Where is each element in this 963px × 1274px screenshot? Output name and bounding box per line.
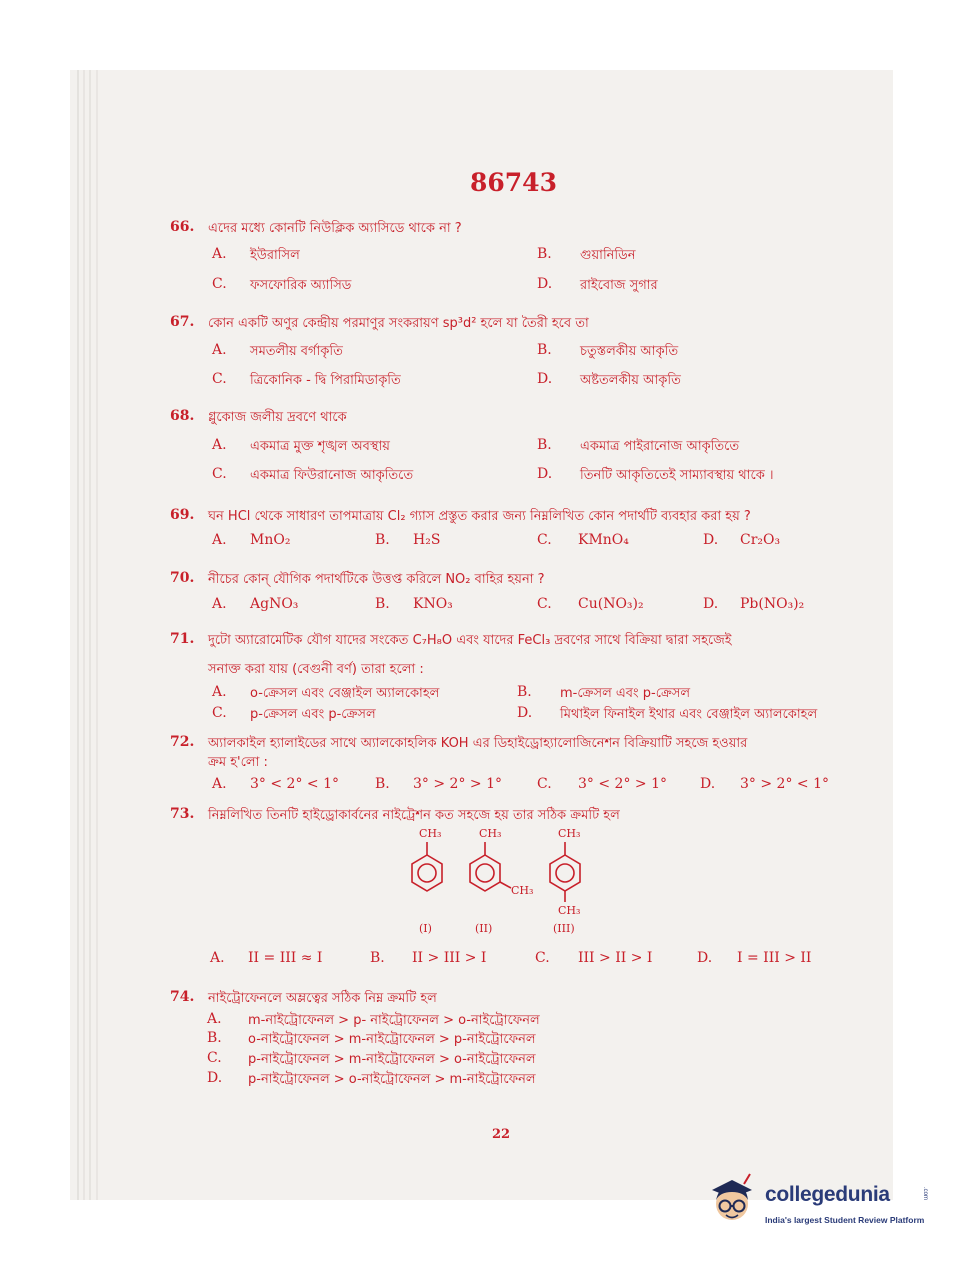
mascot-icon [712, 1174, 752, 1220]
logo-wordmark: collegedunia [765, 1183, 890, 1206]
option-text: রাইবোজ সুগার [580, 278, 658, 293]
option-text: o-নাইট্রোফেনল > m-নাইট্রোফেনল > p-নাইট্রোফেনল [248, 1032, 536, 1047]
question-number: 71. [170, 631, 195, 647]
option-text: KMnO₄ [578, 532, 629, 548]
option-label: D. [697, 950, 713, 966]
option-text: 3° < 2° > 1° [578, 776, 667, 792]
option-label: A. [212, 437, 227, 453]
option-text: সমতলীয় বর্গাকৃতি [250, 344, 343, 359]
benzene-ring-2 [470, 855, 500, 891]
option-label: C. [212, 466, 227, 482]
question-number: 74. [170, 989, 195, 1005]
question-text-continued: ক্রম হ'লো : [208, 755, 268, 770]
option-label: A. [212, 532, 227, 548]
option-text: তিনটি আকৃতিতেই সাম্যাবস্থায় থাকে । [580, 468, 774, 483]
aromatic-circle-3 [556, 864, 574, 882]
option-label: D. [537, 276, 553, 292]
aromatic-circle-2 [476, 864, 494, 882]
option-text: Cr₂O₃ [740, 532, 781, 548]
option-label: A. [212, 596, 227, 612]
option-label: C. [212, 276, 227, 292]
option-label: D. [537, 466, 553, 482]
option-text: m-নাইট্রোফেনল > p- নাইট্রোফেনল > o-নাইট্রোফেনল [248, 1013, 540, 1028]
option-label: D. [517, 705, 533, 721]
question-number: 67. [170, 314, 195, 330]
option-text: গুয়ানিডিন [580, 248, 636, 263]
question-text: গ্লুকোজ জলীয় দ্রবণে থাকে [208, 410, 347, 425]
option-label: C. [535, 950, 550, 966]
option-text: m-ক্রেসল এবং p-ক্রেসল [560, 686, 691, 701]
question-number: 66. [170, 219, 195, 235]
question-number: 73. [170, 806, 195, 822]
option-text: চতুস্তলকীয় আকৃতি [580, 344, 679, 359]
option-label: D. [207, 1070, 223, 1086]
paper-code: 86743 [470, 168, 557, 197]
option-text: একমাত্র ফিউরানোজ আকৃতিতে [250, 468, 414, 483]
option-label: B. [375, 596, 390, 612]
option-text: Cu(NO₃)₂ [578, 596, 644, 612]
question-text: অ্যালকাইল হ্যালাইডের সাথে অ্যালকোহলিক KOH এর ডিহাইড্রোহ্যালোজিনেশন বিক্রিয়াটি সহজে হওয়ার [208, 736, 748, 751]
option-text: 3° > 2° < 1° [740, 776, 829, 792]
option-label: D. [703, 532, 719, 548]
option-text: III > II > I [578, 950, 653, 966]
question-text-continued: সনাক্ত করা যায় (বেগুনী বর্ণ) তারা হলো : [208, 662, 424, 677]
question-number: 69. [170, 507, 195, 523]
question-number: 70. [170, 570, 195, 586]
option-text: ফসফোরিক অ্যাসিড [250, 278, 352, 293]
question-text: নীচের কোন্ যৌগিক পদার্থটিকে উত্তপ্ত করিলে NO₂ বাহির হয়না ? [208, 572, 545, 587]
option-label: C. [212, 705, 227, 721]
option-text: KNO₃ [413, 596, 453, 612]
structure-label-2: (II) [475, 922, 493, 935]
option-text: AgNO₃ [250, 596, 299, 612]
question-number: 68. [170, 408, 195, 424]
binding-lines [70, 70, 110, 1200]
structure-label-1: (I) [419, 922, 432, 935]
option-text: II = III ≈ I [248, 950, 323, 966]
option-text: I = III > II [737, 950, 812, 966]
methyl-label: CH₃ [511, 884, 534, 897]
option-label: A. [212, 776, 227, 792]
option-label: B. [537, 437, 552, 453]
option-text: মিথাইল ফিনাইল ইথার এবং বেঞ্জাইল অ্যালকোহল [560, 707, 818, 722]
option-label: C. [537, 776, 552, 792]
option-text: H₂S [413, 532, 441, 548]
option-label: A. [212, 246, 227, 262]
option-label: C. [537, 532, 552, 548]
option-text: একমাত্র পাইরানোজ আকৃতিতে [580, 439, 740, 454]
option-label: A. [212, 684, 227, 700]
methyl-label: CH₃ [479, 827, 502, 840]
option-text: II > III > I [412, 950, 487, 966]
option-text: 3° > 2° > 1° [413, 776, 502, 792]
option-text: অষ্টতলকীয় আকৃতি [580, 373, 681, 388]
methyl-label: CH₃ [558, 904, 581, 917]
toluene-xylene-structures [395, 822, 605, 940]
logo-tagline: India's largest Student Review Platform [765, 1215, 925, 1225]
option-label: A. [207, 1011, 222, 1027]
option-label: B. [537, 342, 552, 358]
option-label: B. [370, 950, 385, 966]
option-label: C. [207, 1050, 222, 1066]
question-text: নিম্নলিখিত তিনটি হাইড্রোকার্বনের নাইট্রেশন কত সহজে হয় তার সঠিক ক্রমটি হল [208, 808, 620, 823]
option-text: Pb(NO₃)₂ [740, 596, 805, 612]
option-text: o-ক্রেসল এবং বেঞ্জাইল অ্যালকোহল [250, 686, 440, 701]
option-label: D. [700, 776, 716, 792]
option-text: 3° < 2° < 1° [250, 776, 339, 792]
option-label: B. [375, 532, 390, 548]
option-label: A. [212, 342, 227, 358]
option-label: B. [517, 684, 532, 700]
page-number: 22 [492, 1127, 511, 1142]
question-text: এদের মধ্যে কোনটি নিউক্লিক অ্যাসিডে থাকে না ? [208, 221, 462, 236]
option-label: A. [210, 950, 225, 966]
option-text: p-ক্রেসল এবং p-ক্রেসল [250, 707, 376, 722]
option-text: p-নাইট্রোফেনল > o-নাইট্রোফেনল > m-নাইট্রোফেনল [248, 1072, 536, 1087]
question-text: দুটো অ্যারোমেটিক যৌগ যাদের সংকেত C₇H₈O এবং যাদের FeCl₃ দ্রবণের সাথে বিক্রিয়া দ্বারা সহজেই [208, 633, 732, 648]
methyl-label: CH₃ [558, 827, 581, 840]
benzene-ring-3 [550, 855, 580, 891]
option-label: D. [703, 596, 719, 612]
benzene-ring-1 [412, 855, 442, 891]
option-label: B. [375, 776, 390, 792]
option-label: C. [537, 596, 552, 612]
logo-domain-suffix: .com [922, 1187, 928, 1201]
option-text: p-নাইট্রোফেনল > m-নাইট্রোফেনল > o-নাইট্রোফেনল [248, 1052, 536, 1067]
aromatic-circle-1 [418, 864, 436, 882]
question-text: নাইট্রোফেনলে অম্লত্বের সঠিক নিম্ন ক্রমটি হল [208, 991, 437, 1006]
option-text: ইউরাসিল [250, 248, 300, 263]
option-label: B. [537, 246, 552, 262]
structure-label-3: (III) [553, 922, 575, 935]
option-label: C. [212, 371, 227, 387]
option-text: MnO₂ [250, 532, 291, 548]
question-number: 72. [170, 734, 195, 750]
option-text: ত্রিকোনিক - দ্বি পিরামিডাকৃতি [250, 373, 401, 388]
question-text: কোন একটি অণুর কেন্দ্রীয় পরমাণুর সংকরায়ণ sp³d² হলে যা তৈরী হবে তা [208, 316, 589, 331]
option-label: D. [537, 371, 553, 387]
methyl-label: CH₃ [419, 827, 442, 840]
option-label: B. [207, 1030, 222, 1046]
question-text: ঘন HCl থেকে সাধারণ তাপমাত্রায় Cl₂ গ্যাস প্রস্তুত করার জন্য নিম্নলিখিত কোন পদার্থটি ব্যবহার করা হয় ? [208, 509, 751, 524]
option-text: একমাত্র মুক্ত শৃঙ্খল অবস্থায় [250, 439, 390, 454]
